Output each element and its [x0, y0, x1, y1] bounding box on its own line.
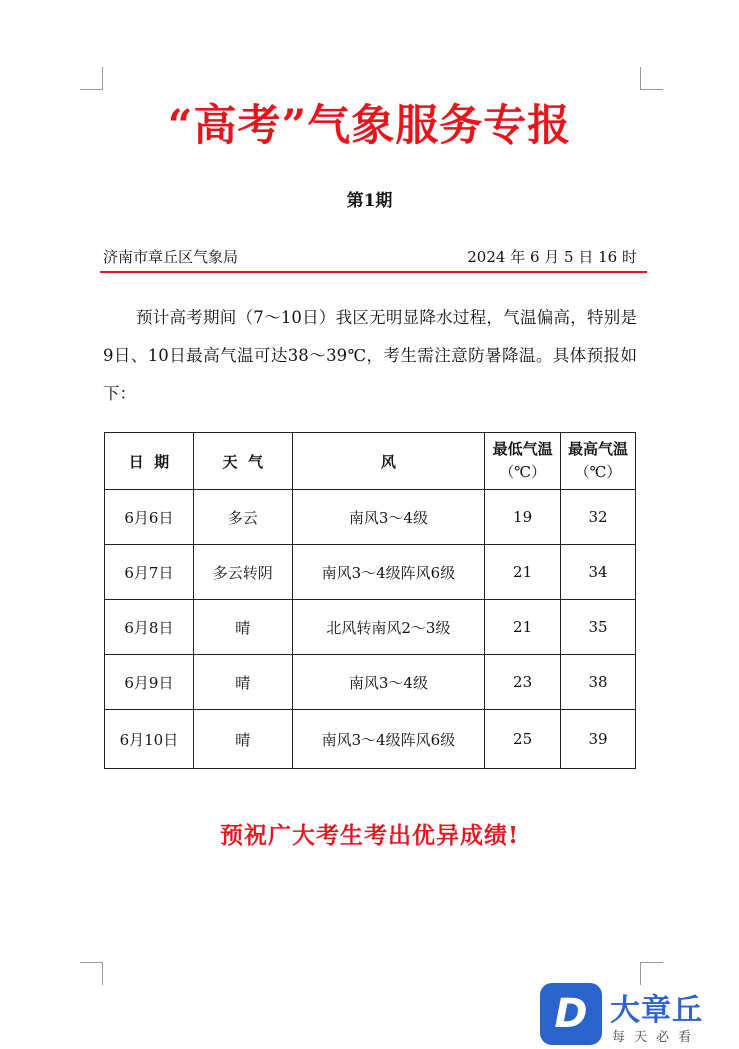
table-row [105, 490, 636, 545]
cell-date: 6月6日 [105, 490, 194, 545]
cell-wind: 北风转南风2～3级 [292, 600, 484, 655]
cell-date: 6月10日 [105, 710, 194, 769]
cell-max-temp: 39 [561, 710, 636, 769]
department-name: 济南市章丘区气象局 [103, 248, 239, 266]
issuer-line [103, 246, 637, 267]
cell-min-temp: 21 [485, 600, 561, 655]
cell-wind: 南风3～4级阵风6级 [292, 710, 484, 769]
crop-mark-top-left [80, 67, 103, 90]
cell-max-temp: 35 [561, 600, 636, 655]
cell-date: 6月7日 [105, 545, 194, 600]
header-min-temp-label: 最低气温 [492, 440, 553, 458]
header-weather: 天 气 [193, 433, 292, 490]
cell-wind: 南风3～4级 [292, 490, 484, 545]
issue-datetime: 2024 年 6 月 5 日 16 时 [467, 248, 637, 266]
report-title: “高考”气象服务专报 [167, 101, 572, 151]
issue-number: 第1期 [346, 191, 393, 211]
cell-wind: 南风3～4级阵风6级 [292, 545, 484, 600]
cell-min-temp: 25 [485, 710, 561, 769]
table-header-row [105, 433, 636, 490]
logo-badge-letter: D [554, 991, 588, 1037]
header-max-temp-label: 最高气温 [568, 440, 629, 458]
logo-name: 大章丘 [610, 993, 703, 1028]
crop-mark-bottom-right [640, 962, 663, 985]
header-min-temp [485, 433, 561, 490]
header-divider [100, 271, 647, 273]
dazhangqiu-logo [540, 983, 739, 1049]
table-row [105, 655, 636, 710]
cell-weather: 多云 [193, 490, 292, 545]
logo-slogan: 每天必看 [612, 1030, 701, 1045]
cell-weather: 晴 [193, 710, 292, 769]
header-max-temp [561, 433, 636, 490]
table-row [105, 545, 636, 600]
cell-wind: 南风3～4级 [292, 655, 484, 710]
table-row [105, 710, 636, 769]
cell-date: 6月8日 [105, 600, 194, 655]
forecast-table [104, 432, 636, 769]
cell-max-temp: 32 [561, 490, 636, 545]
cell-weather: 多云转阴 [193, 545, 292, 600]
header-wind: 风 [292, 433, 484, 490]
blessing-message: 预祝广大考生考出优异成绩! [219, 822, 520, 849]
cell-min-temp: 23 [485, 655, 561, 710]
cell-weather: 晴 [193, 600, 292, 655]
cell-weather: 晴 [193, 655, 292, 710]
cell-max-temp: 34 [561, 545, 636, 600]
header-min-temp-unit: （℃） [499, 463, 546, 481]
cell-min-temp: 21 [485, 545, 561, 600]
table-row [105, 600, 636, 655]
cell-max-temp: 38 [561, 655, 636, 710]
forecast-summary: 预计高考期间（7～10日）我区无明显降水过程，气温偏高，特别是9日、10日最高气温可达38～39℃，考生需注意防暑降温。具体预报如下： [103, 308, 637, 403]
header-date: 日 期 [105, 433, 194, 490]
crop-mark-bottom-left [80, 962, 103, 985]
cell-date: 6月9日 [105, 655, 194, 710]
cell-min-temp: 19 [485, 490, 561, 545]
logo-badge-icon [540, 983, 602, 1045]
crop-mark-top-right [640, 67, 663, 90]
header-max-temp-unit: （℃） [574, 463, 622, 481]
